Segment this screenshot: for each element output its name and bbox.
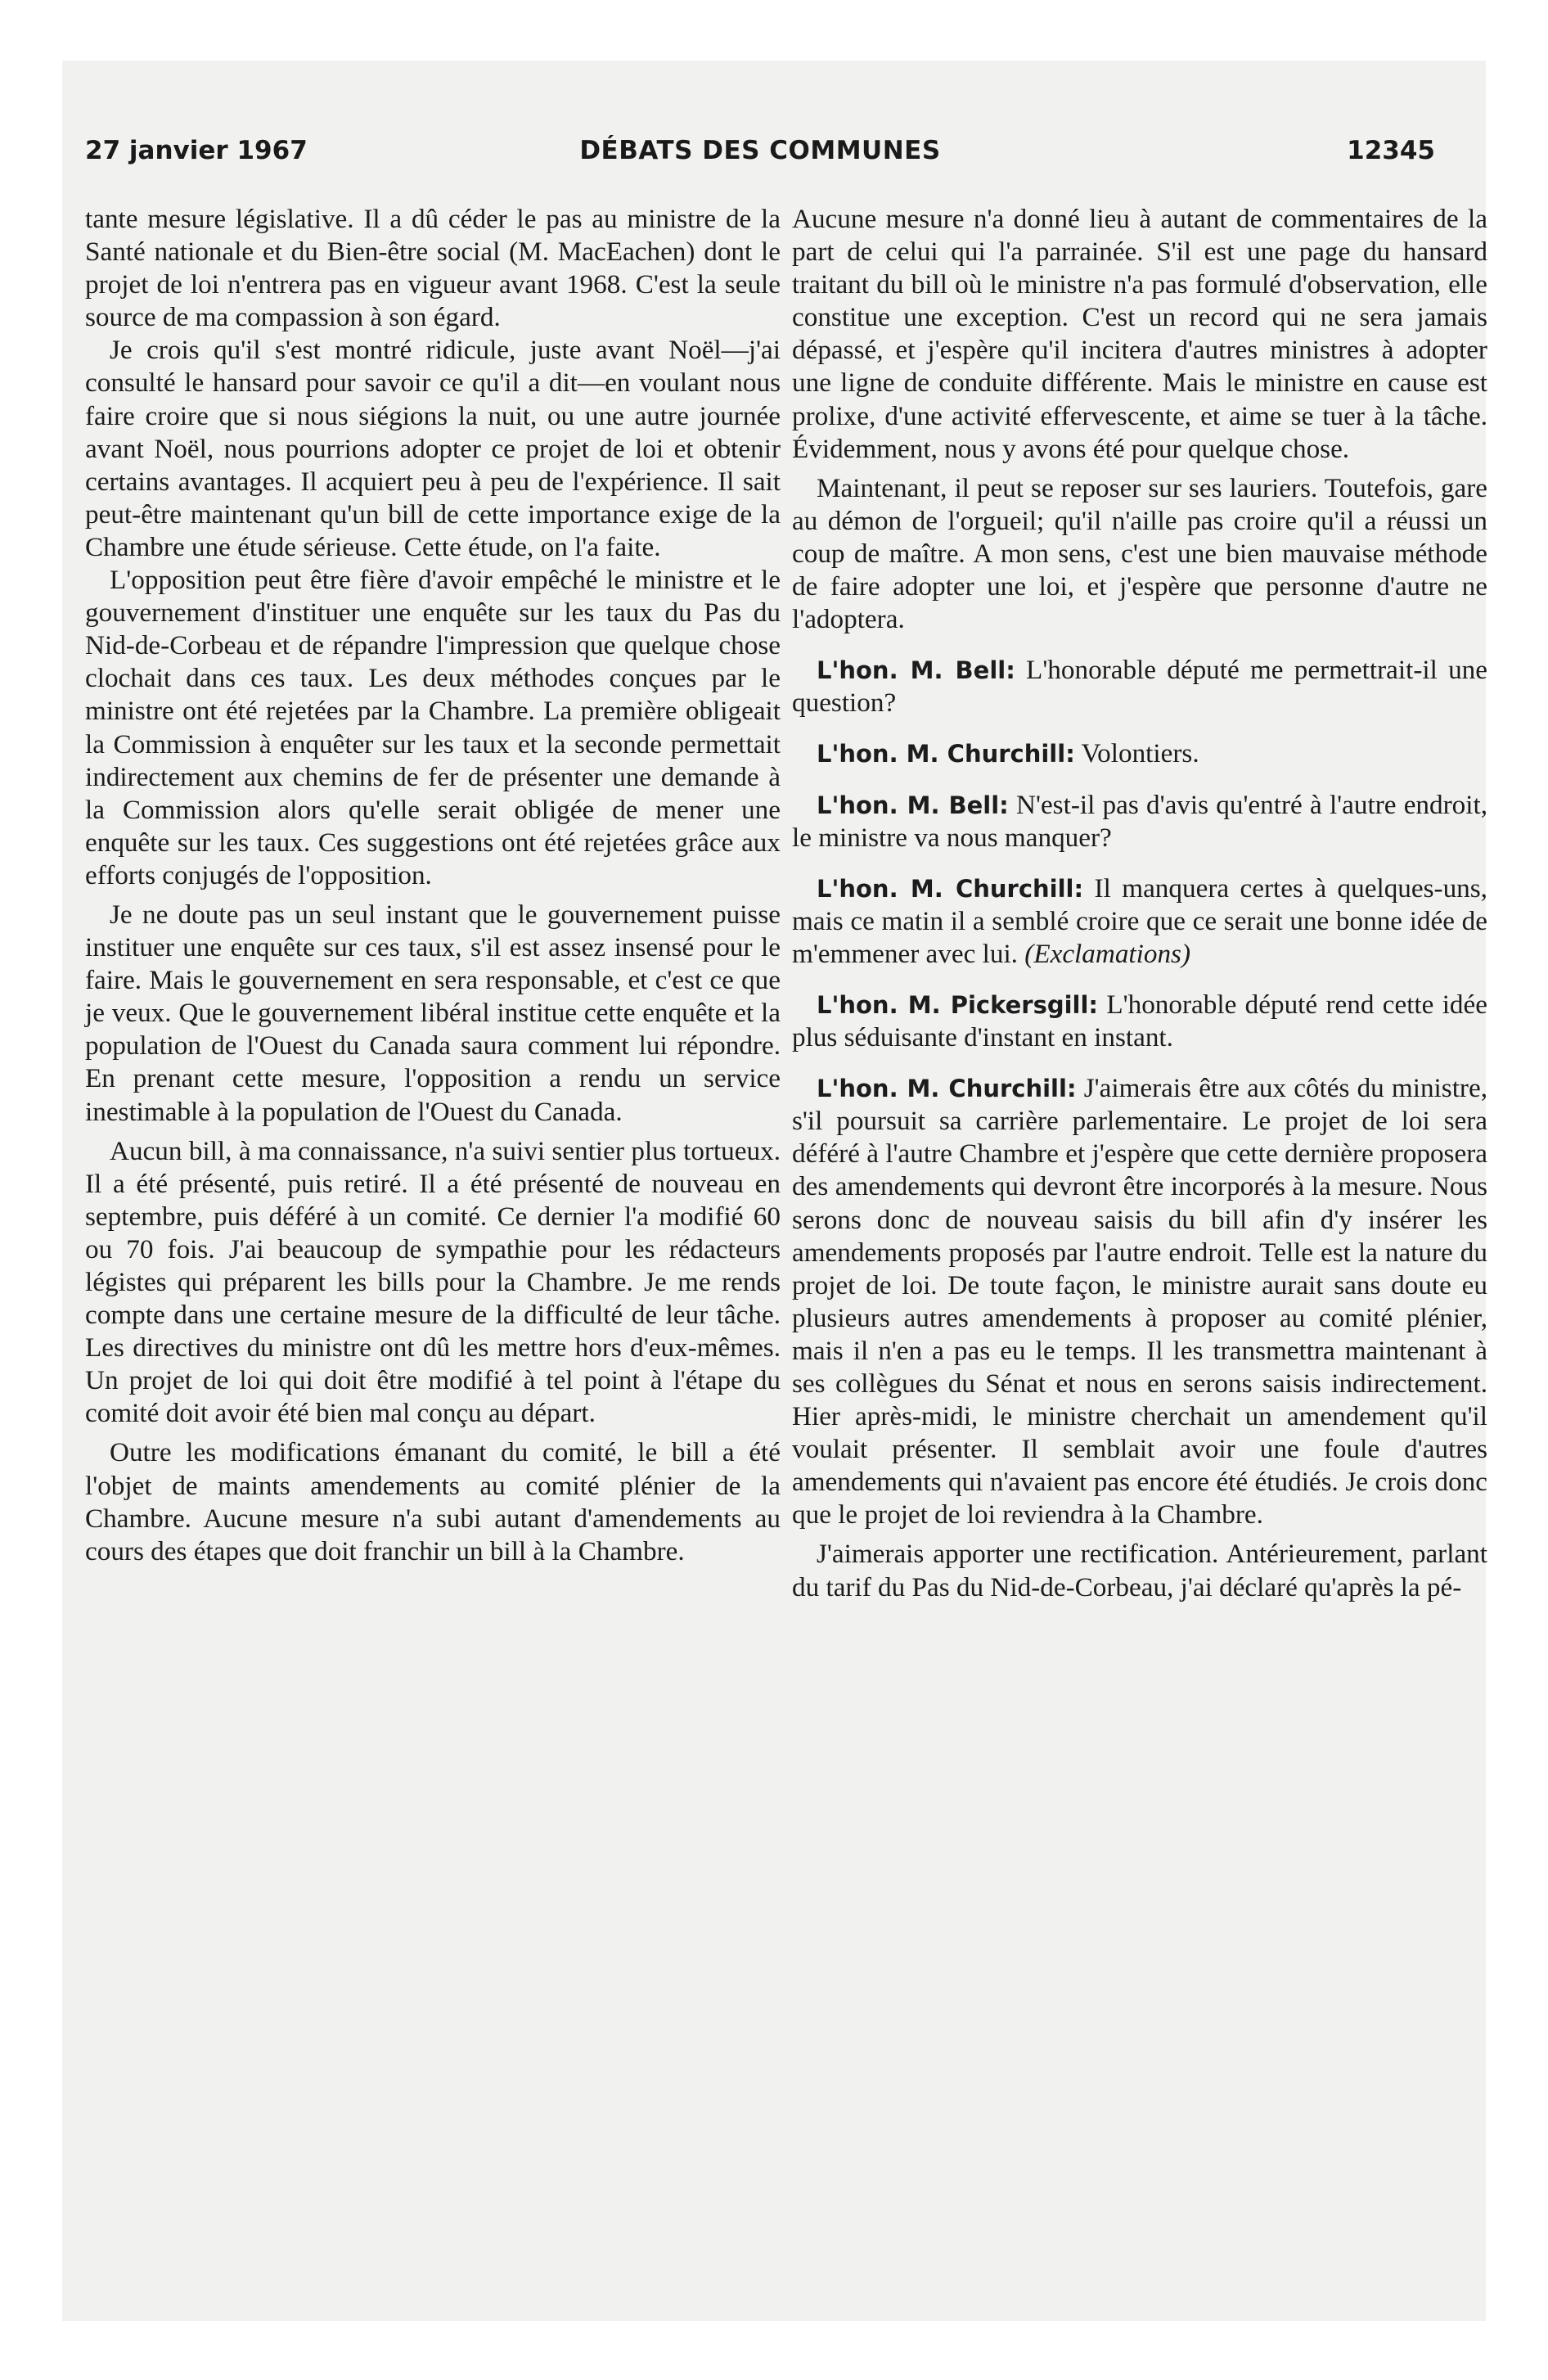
header-date: 27 janvier 1967 xyxy=(85,136,308,165)
speech-paragraph xyxy=(792,1072,1487,1531)
stage-direction: (Exclamations) xyxy=(1024,938,1191,969)
speech-text: L'honorable député me permettrait-il une question? xyxy=(792,655,1487,719)
speech-paragraph xyxy=(792,989,1487,1054)
speaker-name: L'hon. M. Churchill: xyxy=(817,874,1084,903)
speech-text: Il manquera certes à quelques-uns, mais ce matin il a semblé croire que ce serait une bonne idée de m'emmener avec lui. xyxy=(792,872,1487,969)
speaker-name: L'hon. M. Bell: xyxy=(817,656,1015,685)
speaker-name: L'hon. M. Churchill: xyxy=(817,1075,1077,1103)
paragraph: Maintenant, il peut se reposer sur ses lauriers. Toutefois, gare au démon de l'orgueil; qu'il n'aille pas croire qu'il a réussi un coup de maître. A mon sens, c'est une bien mauvaise méthode de faire adopter une loi, et j'espère que personne d'autre ne l'adoptera. xyxy=(792,472,1487,635)
paragraph: J'aimerais apporter une rectification. Antérieurement, parlant du tarif du Pas du Nid-de-Corbeau, j'ai déclaré qu'après la pé- xyxy=(792,1539,1487,1602)
paragraph: tante mesure législative. Il a dû céder le pas au ministre de la Santé nationale et du Bien-être social (M. MacEachen) dont le projet de loi n'entrera pas en vigueur avant 1968. C'est la seule source de ma compassion à son égard. xyxy=(85,204,781,333)
right-column xyxy=(792,203,1487,1604)
speech-paragraph xyxy=(792,654,1487,719)
speech-paragraph xyxy=(792,789,1487,854)
speech-paragraph xyxy=(792,737,1487,770)
speech-text: Volontiers. xyxy=(1074,738,1199,769)
speech-text: N'est-il pas d'avis qu'entré à l'autre endroit, le ministre va nous manquer? xyxy=(792,789,1488,853)
paragraph: Je ne doute pas un seul instant que le gouvernement puisse instituer une enquête sur ces taux, s'il est assez insensé pour le faire. Mais le gouvernement en sera responsable, et c'est ce que je veux. Que le gouvernement libéral institue cette enquête et la population de l'Ouest du Canada saura comment lui répondre. En prenant cette mesure, l'opposition a rendu un service inestimable à la population de l'Ouest du Canada. xyxy=(85,899,781,1127)
speech-text: L'honorable député rend cette idée plus séduisante d'instant en instant. xyxy=(792,989,1487,1053)
speaker-name: L'hon. M. Churchill: xyxy=(817,740,1075,769)
paragraph: Outre les modifications émanant du comité, le bill a été l'objet de maints amendements au comité plénier de la Chambre. Aucune mesure n'a subi autant d'amendements au cours des étapes que doit franchir un bill à la Chambre. xyxy=(85,1437,781,1566)
speech-paragraph xyxy=(792,872,1487,971)
page-number: 12345 xyxy=(1347,136,1435,165)
header-title: DÉBATS DES COMMUNES xyxy=(579,136,941,165)
paragraph: Aucun bill, à ma connaissance, n'a suivi sentier plus tortueux. Il a été présenté, puis retiré. Il a été présenté de nouveau en septembre, puis déféré à un comité. Ce dernier l'a modifié 60 ou 70 fois. J'ai beaucoup de sympathie pour les rédacteurs légistes qui préparent les bills pour la Chambre. Je me rends compte dans une certaine mesure de la difficulté de leur tâche. Les directives du ministre ont dû les mettre hors d'eux-mêmes. Un projet de loi qui doit être modifié à tel point à l'étape du comité doit avoir été bien mal conçu au départ. xyxy=(85,1135,781,1429)
page-header xyxy=(85,136,1435,177)
paragraph: Aucune mesure n'a donné lieu à autant de commentaires de la part de celui qui l'a parrainée. S'il est une page du hansard traitant du bill où le ministre n'a pas formulé d'observation, elle constitue une exception. C'est un record qui ne sera jamais dépassé, et j'espère qu'il incitera d'autres ministres à adopter une ligne de conduite différente. Mais le ministre en cause est prolixe, d'une activité effervescente, et aime se tuer à la tâche. Évidemment, nous y avons été pour quelque chose. xyxy=(792,204,1487,464)
speech-text: J'aimerais être aux côtés du ministre, s'il poursuit sa carrière parlementaire. Le projet de loi sera déféré à l'autre Chambre et j'espère que cette dernière proposera des amendements qui devront être incorporés à la mesure. Nous serons donc de nouveau saisis du bill afin d'y insérer les amendements proposés par l'autre endroit. Telle est la nature du projet de loi. De toute façon, le ministre aurait sans doute eu plusieurs autres amendements à proposer au comité plénier, mais il n'en a pas eu le temps. Il les transmettra maintenant à ses collègues du Sénat et nous en serons saisis indirectement. Hier après-midi, le ministre cherchait un amendement qu'il voulait présenter. Il semblait avoir une foule d'autres amendements qui n'avaient pas encore été étudiés. Je crois donc que le projet de loi reviendra à la Chambre. xyxy=(792,1073,1487,1530)
speaker-name: L'hon. M. Pickersgill: xyxy=(817,990,1099,1019)
speaker-name: L'hon. M. Bell: xyxy=(817,791,1009,819)
paragraph: L'opposition peut être fière d'avoir empêché le ministre et le gouvernement d'instituer une enquête sur les taux du Pas du Nid-de-Corbeau et de répandre l'impression que quelque chose clochait dans ces taux. Les deux méthodes conçues par le ministre ont été rejetées par la Chambre. La première obligeait la Commission à enquêter sur les taux et la seconde permettait indirectement aux chemins de fer de présenter une demande à la Commission alors qu'elle serait obligée de mener une enquête sur les taux. Ces suggestions ont été rejetées grâce aux efforts conjugés de l'opposition. xyxy=(85,565,781,890)
left-column xyxy=(85,203,781,1568)
paragraph: Je crois qu'il s'est montré ridicule, juste avant Noël—j'ai consulté le hansard pour savoir ce qu'il a dit—en voulant nous faire croire que si nous siégions la nuit, ou une autre journée avant Noël, nous pourrions adopter ce projet de loi et obtenir certains avantages. Il acquiert peu à peu de l'expérience. Il sait peut-être maintenant qu'un bill de cette importance exige de la Chambre une étude sérieuse. Cette étude, on l'a faite. xyxy=(85,335,781,562)
